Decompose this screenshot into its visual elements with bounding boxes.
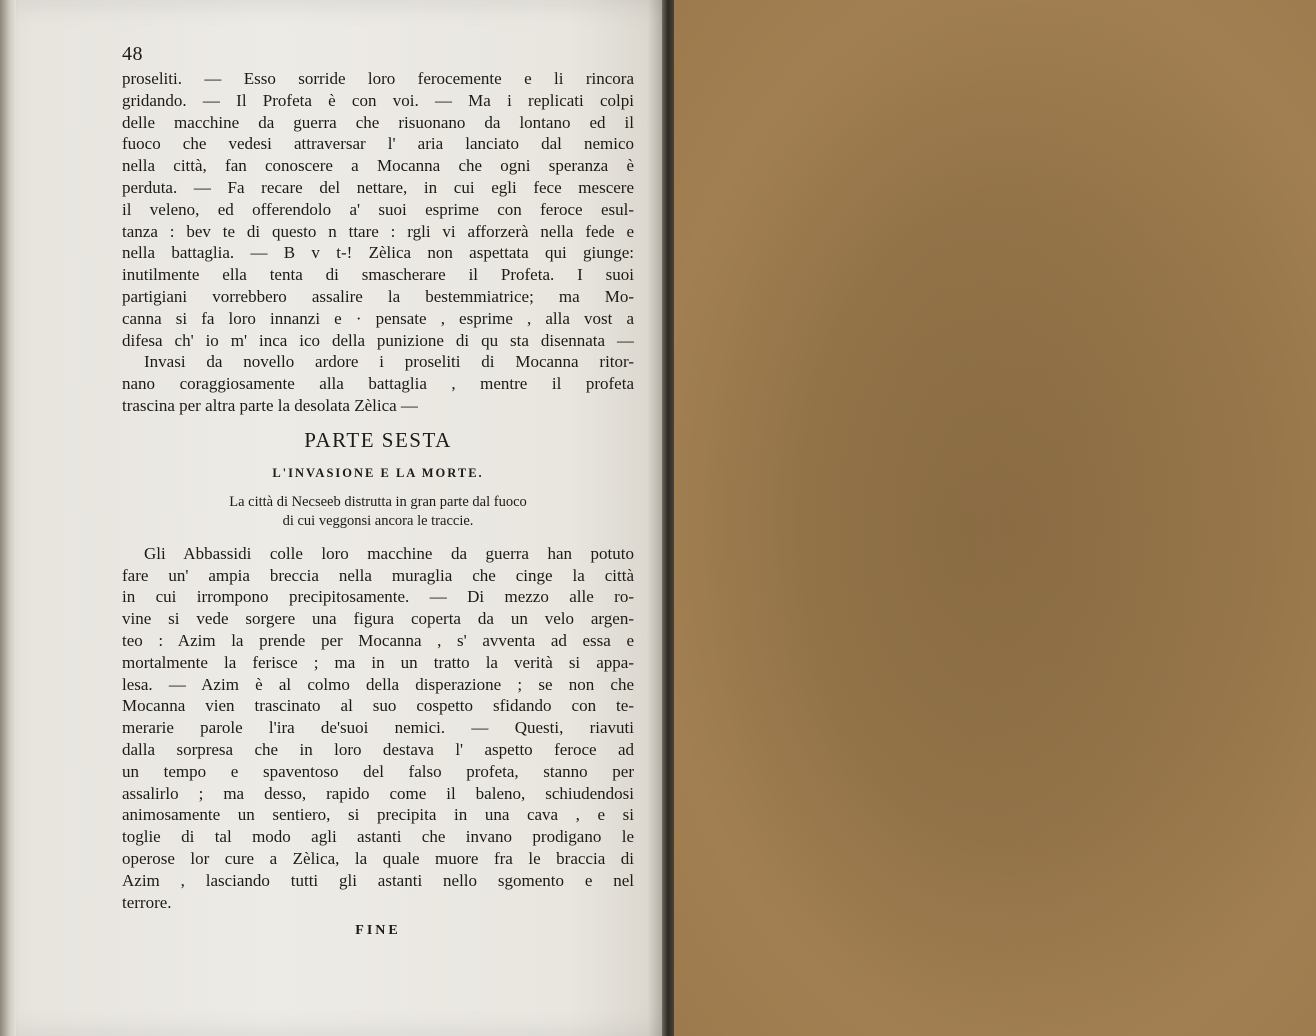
text-line: tanza : bev te di questo n ttare : rgli vi afforzerà nella fede e (122, 221, 634, 241)
text-line: il veleno, ed offerendolo a' suoi esprime con feroce esul- (122, 199, 634, 219)
text-line: trascina per altra parte la desolata Zèlica — (122, 395, 418, 415)
page-edge (0, 0, 16, 1036)
text-line: inutilmente ella tenta di smascherare il Profeta. I suoi (122, 265, 634, 285)
text-line: perduta. — Fa recare del nettare, in cui egli fece mescere (122, 177, 634, 197)
text-line: merarie parole l'ira de'suoi nemici. — Questi, riavuti (122, 718, 634, 738)
text-line: Mocanna vien trascinato al suo cospetto sfidando con te- (122, 696, 634, 716)
text-line: animosamente un sentiero, si precipita in una cava , e si (122, 805, 634, 825)
end-mark: FINE (355, 923, 401, 939)
page-text (122, 40, 634, 939)
section-title: PARTE SESTA (304, 427, 452, 452)
paper-stain (700, 55, 1220, 1015)
text-line: operose lor cure a Zèlica, la quale muore fra le braccia di (122, 848, 634, 868)
text-line: partigiani vorrebbero assalire la bestemmiatrice; ma Mo- (122, 286, 634, 306)
text-line: lesa. — Azim è al colmo della disperazione ; se non che (122, 674, 634, 694)
book-gutter (662, 0, 674, 1036)
text-line: Invasi da novello ardore i proseliti di Mocanna ritor- (144, 352, 634, 372)
text-line: difesa ch' io m' inca ico della punizione di qu sta disennata — (122, 330, 634, 350)
text-line: fuoco che vedesi attraversar l' aria lanciato dal nemico (122, 134, 634, 154)
text-line: vine si vede sorgere una figura coperta da un velo argen- (122, 609, 634, 629)
text-line: mortalmente la ferisce ; ma in un tratto la verità si appa- (122, 652, 634, 672)
text-line: assalirlo ; ma desso, rapido come il baleno, schiudendosi (122, 783, 634, 803)
text-line: proseliti. — Esso sorride loro ferocemente e li rincora (122, 69, 634, 88)
text-line: delle macchine da guerra che risuonano da lontano ed il (122, 112, 634, 132)
scene-description (122, 493, 634, 531)
text-line: nella battaglia. — B v t-! Zèlica non aspettata qui giunge: (122, 243, 634, 263)
text-line: dalla sorpresa che in loro destava l' aspetto feroce ad (122, 739, 634, 759)
text-line: un tempo e spaventoso del falso profeta, stanno per (122, 761, 634, 781)
text-line: gridando. — Il Profeta è con voi. — Ma i replicati colpi (122, 90, 634, 110)
description-line: di cui veggonsi ancora le traccie. (282, 512, 474, 529)
text-line: Gli Abbassidi colle loro macchine da guerra han potuto (144, 543, 634, 563)
text-line: fare un' ampia breccia nella muraglia che cinge la città (122, 565, 634, 585)
text-line: nano coraggiosamente alla battaglia , mentre il profeta (122, 374, 634, 394)
text-line: nella città, fan conoscere a Mocanna che ogni speranza è (122, 156, 634, 176)
text-line: Azim , lasciando tutti gli astanti nello sgomento e nel (122, 870, 634, 890)
text-line: in cui irrompono precipitosamente. — Di mezzo alle ro- (122, 587, 634, 607)
paragraph-1 (122, 68, 634, 351)
page-number: 48 (122, 43, 143, 65)
description-line: La città di Necseeb distrutta in gran parte dal fuoco (229, 493, 527, 510)
text-line: terrore. (122, 892, 172, 912)
section-subtitle: L'INVASIONE E LA MORTE. (272, 465, 484, 480)
text-line: teo : Azim la prende per Mocanna , s' avventa ad essa e (122, 630, 634, 650)
paragraph-3 (122, 543, 634, 914)
text-line: canna si fa loro innanzi e · pensate , esprime , alla vost a (122, 308, 634, 328)
paragraph-2 (122, 351, 634, 416)
text-line: toglie di tal modo agli astanti che invano prodigano le (122, 827, 634, 847)
